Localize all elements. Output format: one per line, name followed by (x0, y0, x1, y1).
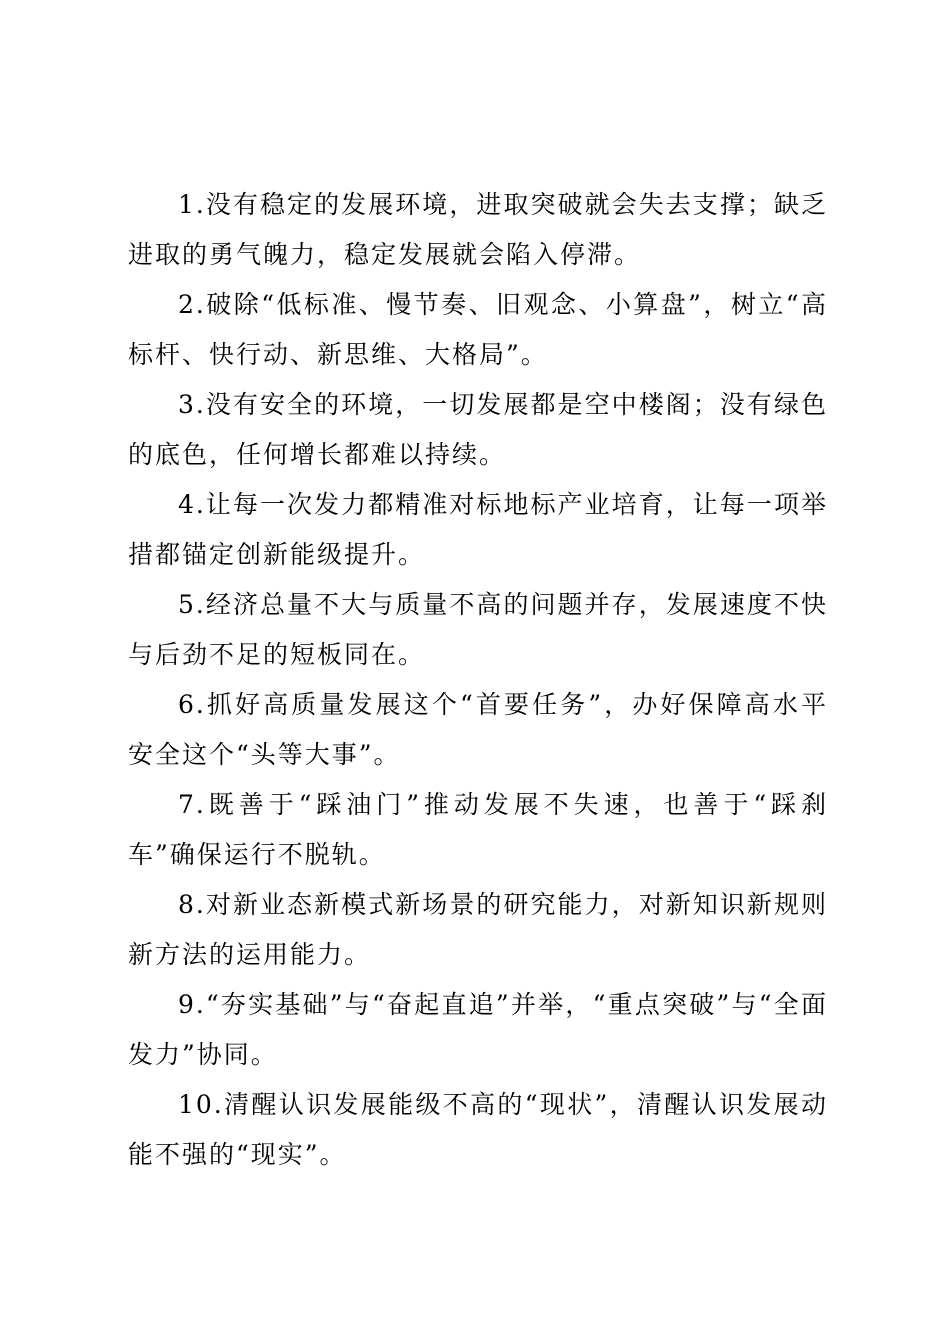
list-item-5: 5.经济总量不大与质量不高的问题并存，发展速度不快与后劲不足的短板同在。 (128, 590, 828, 669)
list-item-4: 4.让每一次发力都精准对标地标产业培育，让每一项举措都锚定创新能级提升。 (128, 490, 828, 569)
list-item-1: 1.没有稳定的发展环境，进取突破就会失去支撑；缺乏进取的勇气魄力，稳定发展就会陷入停滞。 (128, 190, 828, 269)
numbered-list (128, 180, 828, 1180)
list-item-7: 7.既善于“踩油门”推动发展不失速，也善于“踩刹车”确保运行不脱轨。 (128, 790, 828, 869)
list-item-6: 6.抓好高质量发展这个“首要任务”，办好保障高水平安全这个“头等大事”。 (128, 690, 828, 769)
list-item-9: 9.“夯实基础”与“奋起直追”并举，“重点突破”与“全面发力”协同。 (128, 990, 828, 1069)
list-item-10: 10.清醒认识发展能级不高的“现状”，清醒认识发展动能不强的“现实”。 (128, 1090, 828, 1169)
list-item-8: 8.对新业态新模式新场景的研究能力，对新知识新规则新方法的运用能力。 (128, 890, 828, 969)
list-item-3: 3.没有安全的环境，一切发展都是空中楼阁；没有绿色的底色，任何增长都难以持续。 (128, 390, 828, 469)
list-item-2: 2.破除“低标准、慢节奏、旧观念、小算盘”，树立“高标杆、快行动、新思维、大格局”。 (128, 290, 828, 369)
